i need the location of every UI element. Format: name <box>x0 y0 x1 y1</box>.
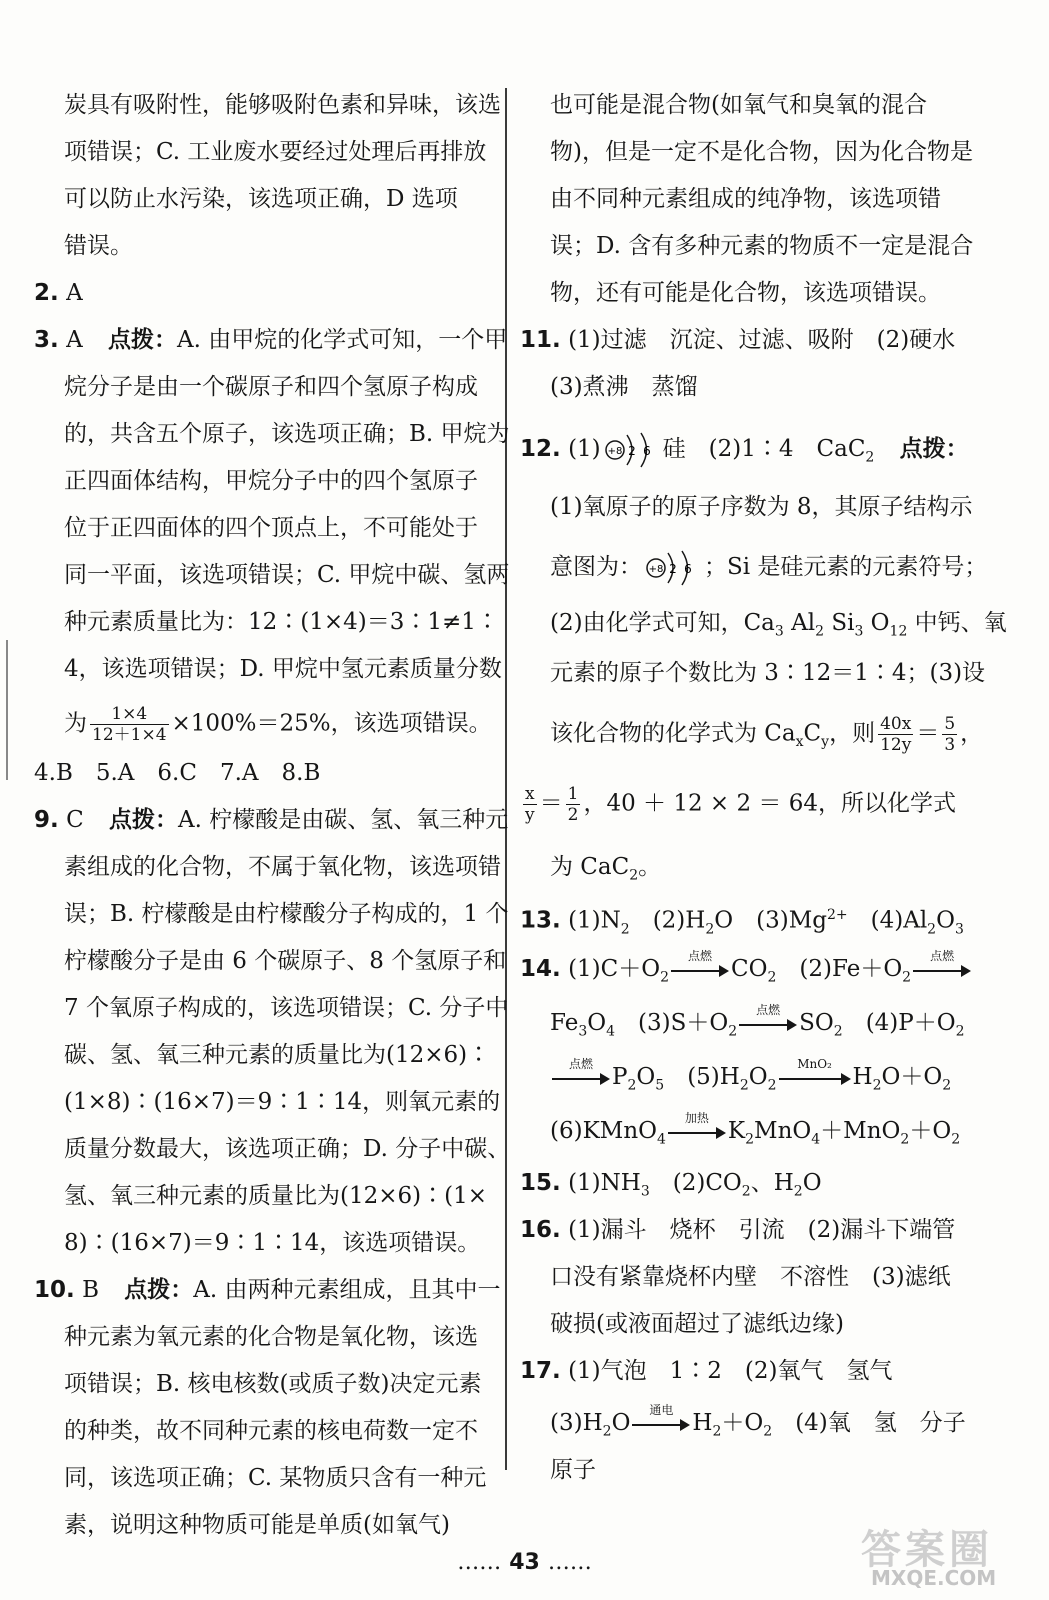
subscript: 12 <box>889 623 908 640</box>
text-fragment: ；Si 是硅元素的元素符号； <box>704 554 988 580</box>
atom-structure-diagram <box>605 430 659 470</box>
text-fragment: (4)氧 氢 分子 <box>772 1410 966 1436</box>
subscript: 2 <box>927 921 937 938</box>
text-fragment: (1)C＋O <box>568 956 661 982</box>
text-fragment: (4)Al <box>847 907 928 934</box>
superscript: 2+ <box>826 907 848 923</box>
subscript: 4 <box>811 1131 821 1148</box>
text-fragment: ， <box>960 720 984 747</box>
answer-17 <box>520 1356 893 1386</box>
text-line: 物)，但是一定不是化合物，因为化合物是 <box>550 139 973 165</box>
text-line: A. 柠檬酸是由碳、氢、氧三种元 <box>177 807 509 833</box>
nucleus-charge: +8 <box>648 564 664 575</box>
text-line: 的，共含五个原子，该选项正确；B. 甲烷为 <box>64 421 510 447</box>
text-line: (1)气泡 1∶2 (2)氧气 氢气 <box>568 1358 893 1384</box>
formula-line <box>520 1057 952 1101</box>
text-fragment: 、H <box>750 1170 794 1196</box>
subscript: 2 <box>728 1023 738 1040</box>
subscript: 2 <box>767 1077 777 1094</box>
subscript: 2 <box>620 921 630 938</box>
answer-9 <box>34 805 508 835</box>
text-line: 项错误；B. 核电核数(或质子数)决定元素 <box>64 1371 482 1397</box>
text-line: 破损(或液面超过了滤纸边缘) <box>550 1311 844 1337</box>
subscript: 2 <box>872 1077 882 1094</box>
subscript: 2 <box>815 623 825 640</box>
text-line: 烷分子是由一个碳原子和四个氢原子构成 <box>64 374 478 400</box>
text-line: 原子 <box>550 1457 596 1483</box>
question-number: 2. <box>34 280 59 306</box>
footer-dots: …… <box>457 1550 502 1575</box>
text-fragment: 硅 (2)1∶4 CaC <box>662 436 866 462</box>
reaction-condition: 通电 <box>649 1403 674 1417</box>
text-line: 质量分数最大，该选项正确；D. 分子中碳、 <box>64 1136 511 1162</box>
reaction-arrow <box>779 1057 851 1085</box>
text-fragment: P <box>612 1064 628 1090</box>
shell-electrons: 6 <box>684 562 692 576</box>
subscript: 2 <box>741 1183 751 1200</box>
text-fragment: (1) <box>568 436 601 462</box>
answers-4-8: 4.B 5.A 6.C 7.A 8.B <box>34 760 321 786</box>
subscript: 2 <box>705 921 715 938</box>
subscript: 2 <box>900 1131 910 1148</box>
question-number: 9. <box>34 807 59 833</box>
text-fragment: ，40 ＋ 12 × 2 ＝ 64，所以化学式 <box>583 790 957 817</box>
text-line: 错误。 <box>64 233 133 259</box>
text-fragment: H <box>852 1064 873 1090</box>
answer-choice: B <box>82 1277 99 1303</box>
text-line: 由不同种元素组成的纯净物，该选项错 <box>550 186 941 212</box>
text-fragment: ＋O <box>909 1118 952 1144</box>
fraction <box>90 704 169 745</box>
tip-label: 点拨： <box>108 807 178 833</box>
fraction-denominator: 2 <box>567 805 579 825</box>
reaction-condition: MnO₂ <box>797 1057 832 1071</box>
formula-line <box>34 704 492 745</box>
fraction <box>878 714 913 755</box>
reaction-condition: 点燃 <box>568 1057 593 1071</box>
answer-10 <box>34 1275 501 1305</box>
text-line: 素组成的化合物，不属于氧化物，该选项错 <box>64 854 501 880</box>
text-fragment: (2)CO <box>649 1170 742 1196</box>
shell-electrons: 2 <box>627 444 636 458</box>
text-line: 也可能是混合物(如氧气和臭氧的混合 <box>550 92 927 118</box>
text-line: 种元素为氧元素的化合物是氧化物，该选 <box>64 1324 478 1350</box>
tip-label: 点拨： <box>899 436 969 462</box>
subscript: x <box>795 734 804 751</box>
text-fragment: ＋MnO <box>820 1118 901 1144</box>
fraction-denominator: y <box>525 805 535 825</box>
fraction <box>566 784 581 825</box>
fraction-denominator: 12y <box>880 735 912 755</box>
formula-line <box>520 784 956 825</box>
formula-line <box>520 714 983 757</box>
text-line: 4，该选项错误；D. 甲烷中氢元素质量分数 <box>64 656 502 682</box>
question-number: 14. <box>520 956 561 982</box>
shell-electrons: 2 <box>669 562 677 576</box>
text-fragment: O <box>802 1170 822 1196</box>
text-line: (3)煮沸 蒸馏 <box>550 374 698 400</box>
question-number: 3. <box>34 327 59 353</box>
text-fragment: C <box>803 720 822 747</box>
text-fragment: O＋O <box>881 1064 943 1090</box>
subscript: 2 <box>660 969 670 986</box>
text-fragment: Al <box>783 610 816 636</box>
text-fragment: ＝ <box>916 720 940 747</box>
text-fragment: (3)S＋O <box>615 1010 729 1036</box>
atom-structure-diagram <box>646 548 700 588</box>
text-line: (1)氧原子的原子序数为 8，其原子结构示 <box>550 494 973 520</box>
text-fragment: (3)H <box>550 1410 603 1436</box>
text-line: 素，说明这种物质可能是单质(如氧气) <box>64 1512 450 1538</box>
text-fragment: Fe <box>550 1010 579 1036</box>
answer-11 <box>520 325 955 355</box>
text-fragment: ，则 <box>829 720 876 747</box>
subscript: 2 <box>942 1077 952 1094</box>
subscript: 2 <box>602 1423 612 1440</box>
subscript: 2 <box>739 1077 749 1094</box>
subscript: 2 <box>627 1077 637 1094</box>
question-number: 16. <box>520 1217 561 1243</box>
text-fragment: 该化合物的化学式为 Ca <box>550 720 796 747</box>
reaction-arrow <box>668 1111 726 1139</box>
subscript: 3 <box>774 623 784 640</box>
fraction-denominator: 3 <box>944 735 956 755</box>
reaction-condition: 点燃 <box>756 1003 781 1017</box>
text-line: 7 个氧原子构成的，该选项错误；C. 分子中 <box>64 995 509 1021</box>
subscript: 2 <box>745 1131 755 1148</box>
tip-label: 点拨： <box>124 1277 194 1303</box>
text-line: 误；B. 柠檬酸是由柠檬酸分子构成的，1 个 <box>64 901 509 927</box>
text-fragment: ×100%＝25%，该选项错误。 <box>171 710 492 737</box>
text-line: 位于正四面体的四个顶点上，不可能处于 <box>64 515 478 541</box>
question-number: 12. <box>520 436 561 462</box>
question-number: 13. <box>520 907 561 934</box>
subscript: 2 <box>833 1023 843 1040</box>
answer-2 <box>34 278 83 308</box>
answer-choice: A <box>66 280 83 306</box>
subscript: 2 <box>951 1131 961 1148</box>
text-fragment: O <box>863 610 890 636</box>
text-fragment: 为 <box>64 710 87 737</box>
text-line: 炭具有吸附性，能够吸附色素和异味，该选 <box>64 92 501 118</box>
reaction-arrow <box>913 949 971 977</box>
text-line: 口没有紧靠烧杯内壁 不溶性 (3)滤纸 <box>550 1264 951 1290</box>
text-line: 8)∶(16×7)＝9∶1∶14，该选项错误。 <box>64 1230 481 1256</box>
text-fragment: 意图为： <box>550 554 642 580</box>
text-fragment: O <box>748 1064 768 1090</box>
reaction-condition: 点燃 <box>688 949 713 963</box>
text-line: 误；D. 含有多种元素的物质不一定是混合 <box>550 233 974 259</box>
text-line: 物，还有可能是化合物，该选项错误。 <box>550 280 941 306</box>
answer-choice: C <box>66 807 84 833</box>
text-line: 可以防止水污染，该选项正确，D 选项 <box>64 186 458 212</box>
subscript: 3 <box>578 1023 588 1040</box>
fraction-denominator: 12＋1×4 <box>92 725 167 745</box>
text-fragment: O <box>611 1410 631 1436</box>
fraction <box>942 714 957 755</box>
text-line: 碳、氢、氧三种元素的质量比为(12×6)∶ <box>64 1042 491 1068</box>
formula-line <box>520 1403 966 1447</box>
answer-3 <box>34 325 507 355</box>
text-fragment: Si <box>824 610 855 636</box>
watermark-title: 答案圈 <box>861 1527 993 1573</box>
subscript: 2 <box>629 867 639 884</box>
fraction-numerator: x <box>523 784 537 805</box>
nucleus-charge: +8 <box>607 446 623 457</box>
text-line: A. 由两种元素组成，且其中一 <box>193 1277 501 1303</box>
text-line: 氢、氧三种元素的质量比为(12×6)∶(1× <box>64 1183 487 1209</box>
text-fragment: MnO <box>754 1118 812 1144</box>
text-fragment: (2)Fe＋O <box>776 956 903 982</box>
subscript: 2 <box>793 1183 803 1200</box>
answer-13 <box>520 900 964 944</box>
answer-12 <box>520 430 969 473</box>
text-fragment: (2)由化学式可知，Ca <box>550 610 775 636</box>
text-line: 同，该选项正确；C. 某物质只含有一种元 <box>64 1465 487 1491</box>
text-fragment: ＝ <box>539 790 563 817</box>
text-fragment: O (3)Mg <box>714 907 827 934</box>
text-fragment: (2)H <box>629 907 706 934</box>
text-line: 同一平面，该选项错误；C. 甲烷中碳、氢两 <box>64 562 510 588</box>
text-fragment: (1)NH <box>568 1170 641 1196</box>
formula-line <box>520 1111 961 1155</box>
text-fragment: CO <box>731 956 768 982</box>
subscript: 2 <box>955 1023 965 1040</box>
tip-label: 点拨： <box>108 327 177 353</box>
fraction-numerator: 1×4 <box>90 704 169 725</box>
reaction-arrow <box>552 1057 610 1085</box>
text-fragment: 中钙、氧 <box>907 610 1007 636</box>
subscript: 3 <box>854 623 864 640</box>
reaction-arrow <box>671 949 729 977</box>
text-fragment: 为 CaC <box>550 854 630 880</box>
question-number: 11. <box>520 327 561 353</box>
text-fragment: O <box>636 1064 656 1090</box>
column-divider <box>505 88 507 1470</box>
fraction-numerator: 40x <box>878 714 913 735</box>
question-number: 15. <box>520 1170 561 1196</box>
reaction-arrow <box>632 1403 690 1431</box>
formula-line <box>520 852 661 891</box>
answer-choice: A <box>66 327 83 353</box>
subscript: 2 <box>865 449 875 466</box>
text-line: (1)过滤 沉淀、过滤、吸附 (2)硬水 <box>568 327 956 353</box>
formula-line <box>520 1003 965 1047</box>
text-line: A. 由甲烷的化学式可知，一个甲 <box>177 327 508 353</box>
formula-line <box>520 548 987 588</box>
text-fragment: 。 <box>638 854 662 880</box>
subscript: 5 <box>655 1077 665 1094</box>
text-fragment: ＋O <box>721 1410 764 1436</box>
text-fragment: (1)N <box>568 907 621 934</box>
subscript: 3 <box>954 921 964 938</box>
text-line: 种元素质量比为：12∶(1×4)＝3∶1≠1∶ <box>64 609 499 635</box>
reaction-arrow <box>739 1003 797 1031</box>
fraction-numerator: 5 <box>944 714 956 734</box>
watermark-url: MXQE.COM <box>871 1566 997 1590</box>
watermark-logo <box>853 1518 1023 1592</box>
text-fragment: (4)P＋O <box>842 1010 956 1036</box>
text-line: 项错误；C. 工业废水要经过处理后再排放 <box>64 139 487 165</box>
subscript: 2 <box>902 969 912 986</box>
shell-electrons: 6 <box>642 444 651 458</box>
text-fragment: SO <box>799 1010 834 1036</box>
text-line: (1×8)∶(16×7)＝9∶1∶14，则氧元素的 <box>64 1089 501 1115</box>
answer-15 <box>520 1168 822 1207</box>
subscript: y <box>821 734 830 751</box>
formula-line <box>520 608 1007 647</box>
footer-dots: …… <box>547 1550 592 1575</box>
answer-14 <box>520 949 973 993</box>
subscript: 4 <box>606 1023 616 1040</box>
question-number: 10. <box>34 1277 75 1303</box>
fraction <box>523 784 537 825</box>
text-line: 元素的原子个数比为 3∶12＝1∶4；(3)设 <box>550 660 986 686</box>
text-fragment: H <box>692 1410 713 1436</box>
reaction-condition: 点燃 <box>930 949 955 963</box>
text-line: 柠檬酸分子是由 6 个碳原子、8 个氢原子和 <box>64 948 507 974</box>
reaction-condition: 加热 <box>684 1111 709 1125</box>
margin-mark <box>6 640 8 780</box>
question-number: 17. <box>520 1358 561 1384</box>
text-line: (1)漏斗 烧杯 引流 (2)漏斗下端管 <box>568 1217 956 1243</box>
text-line: 正四面体结构，甲烷分子中的四个氢原子 <box>64 468 478 494</box>
answer-16 <box>520 1215 955 1245</box>
text-fragment: O <box>936 907 955 934</box>
subscript: 2 <box>712 1423 722 1440</box>
text-fragment: (6)KMnO <box>550 1118 657 1144</box>
page-number: 43 <box>509 1550 540 1575</box>
text-fragment: K <box>727 1118 746 1144</box>
subscript: 2 <box>767 969 777 986</box>
subscript: 3 <box>640 1183 650 1200</box>
subscript: 4 <box>656 1131 666 1148</box>
text-fragment: O <box>587 1010 607 1036</box>
text-fragment: (5)H <box>664 1064 740 1090</box>
fraction-numerator: 1 <box>567 784 579 804</box>
text-line: 的种类，故不同种元素的核电荷数一定不 <box>64 1418 478 1444</box>
subscript: 2 <box>763 1423 773 1440</box>
